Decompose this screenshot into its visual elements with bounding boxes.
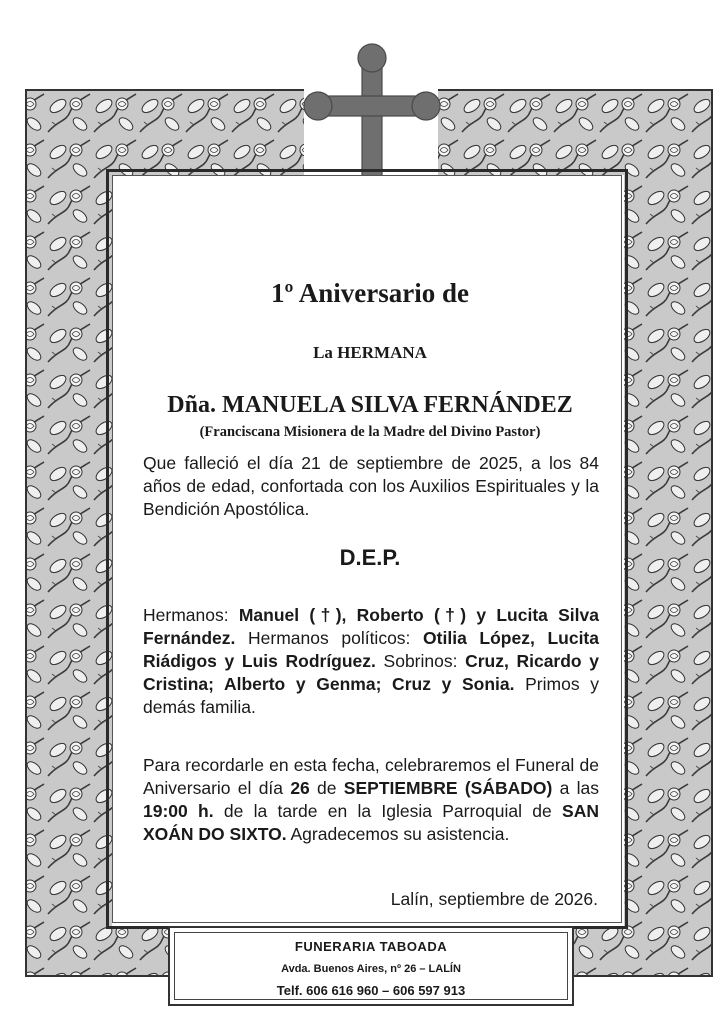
family-paragraph <box>143 604 599 719</box>
service-text-3: a las <box>552 778 599 798</box>
anniversary-heading: 1º Aniversario de <box>271 278 469 308</box>
relation-label: La HERMANA <box>313 343 427 362</box>
dep-label: D.E.P. <box>339 545 401 570</box>
place-date-signature: Lalín, septiembre de 2026. <box>390 889 598 909</box>
service-text-1: Para recordarle en esta fecha, celebraremos el Funeral de Aniversario el día <box>143 755 599 798</box>
service-church: SAN XOÁN DO SIXTO. <box>143 801 599 844</box>
family-brothers: Manuel (†), Roberto (†) y Lucita Silva Fernández. <box>143 605 599 648</box>
service-month: SEPTIEMBRE (SÁBADO) <box>343 778 553 798</box>
family-label-brothers: Hermanos: <box>143 605 239 625</box>
funeral-home-box-inner <box>174 932 568 1000</box>
service-text-5: Agradecemos su asistencia. <box>286 824 510 844</box>
service-text-2: de <box>309 778 344 798</box>
service-paragraph <box>143 754 599 846</box>
service-text-4: de la tarde en la Iglesia Parroquial de <box>213 801 563 821</box>
death-notice-paragraph: Que falleció el día 21 de septiembre de 2025, a los 84 años de edad, confortada con los Auxilios Espirituales y la Bendición Apostólica. <box>143 453 599 519</box>
funeral-home-name: FUNERARIA TABOADA <box>294 939 448 954</box>
service-day: 26 <box>290 778 310 798</box>
congregation-line: (Franciscana Misionera de la Madre del Divino Pastor) <box>199 424 541 440</box>
funeral-home-phone: Telf. 606 616 960 – 606 597 913 <box>276 983 466 998</box>
family-label-in-laws: Hermanos políticos: <box>235 628 424 648</box>
funeral-home-box <box>168 926 574 1006</box>
family-nephews: Cruz, Ricardo y Cristina; Alberto y Genma; Cruz y Sonia. <box>143 651 599 694</box>
family-in-laws: Otilia López, Lucita Riádigos y Luis Rodríguez. <box>143 628 599 671</box>
family-others: Primos y demás familia. <box>143 674 599 717</box>
service-time: 19:00 h. <box>143 801 214 821</box>
family-label-nephews: Sobrinos: <box>375 651 466 671</box>
funeral-home-address: Avda. Buenos Aires, nº 26 – LALÍN <box>281 963 461 975</box>
deceased-name: Dña. MANUELA SILVA FERNÁNDEZ <box>167 392 573 418</box>
